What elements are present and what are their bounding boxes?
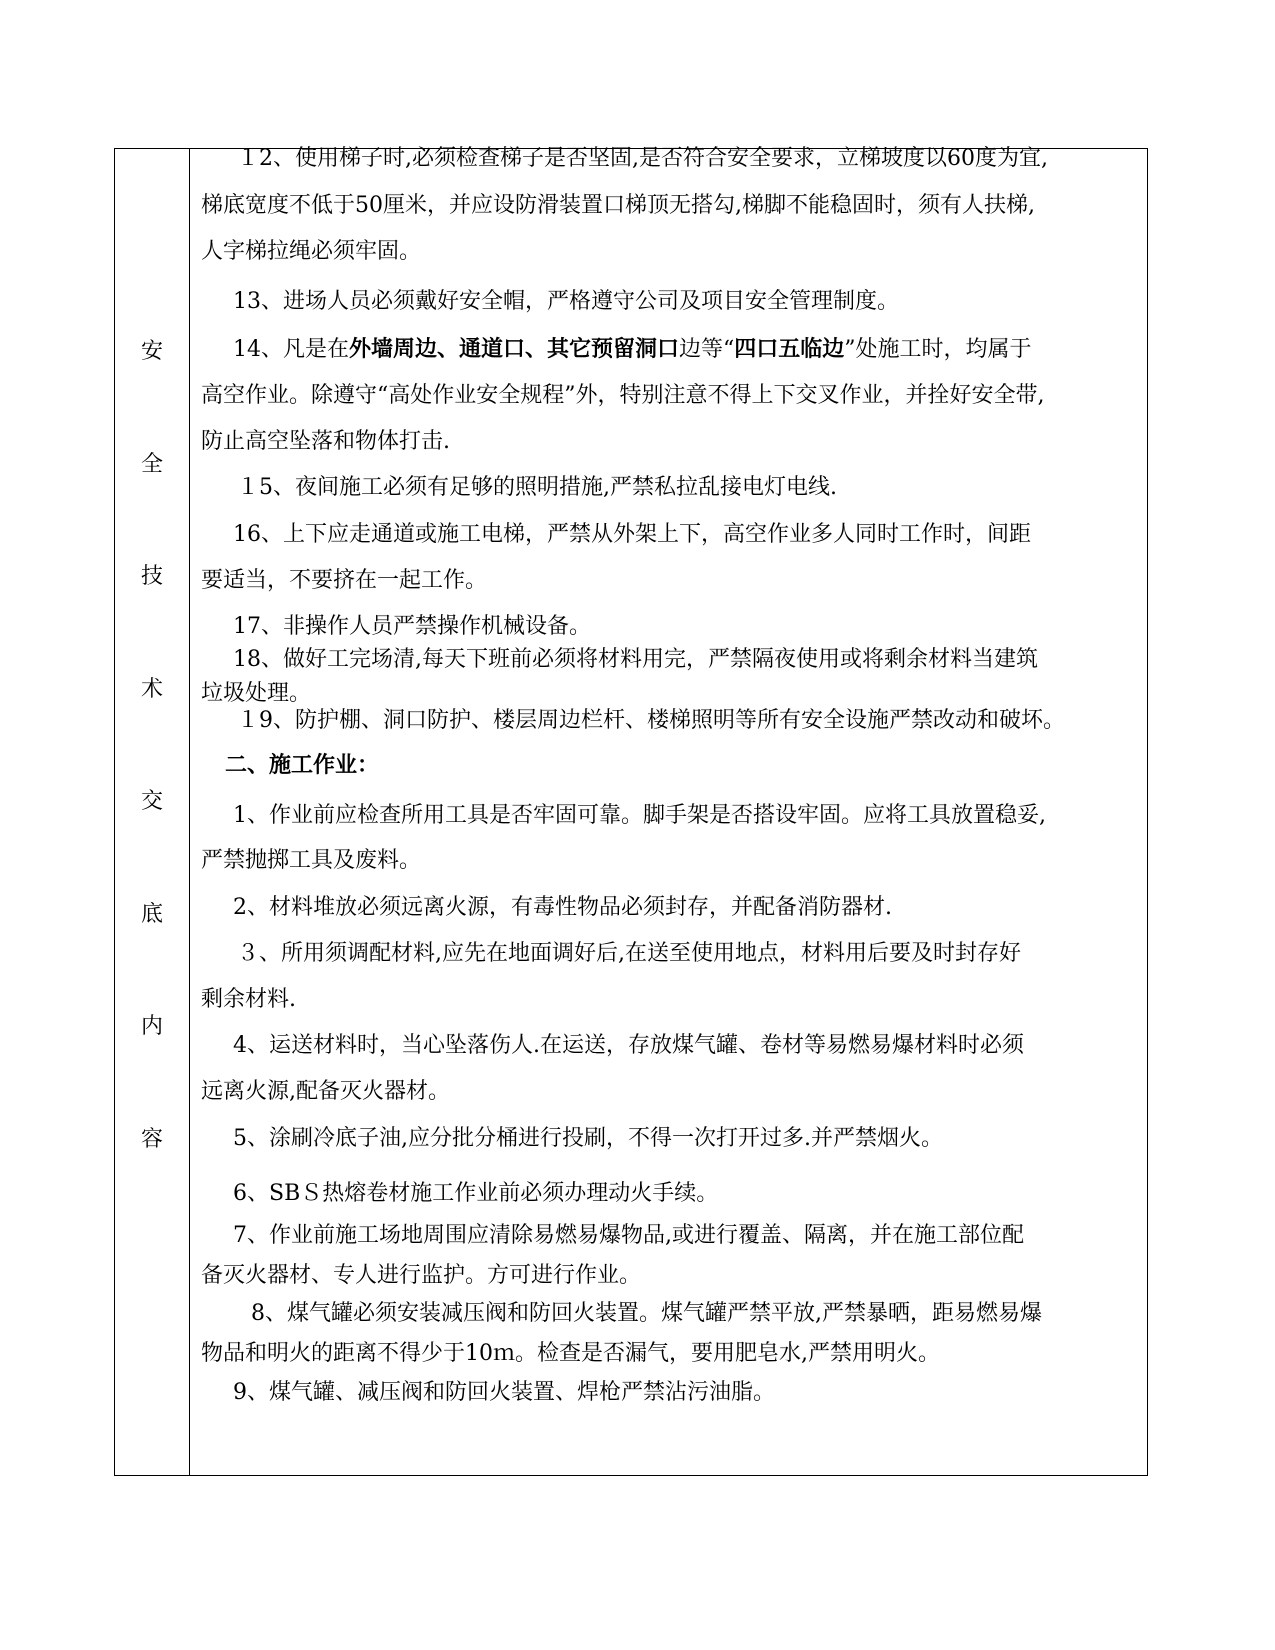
text-line: １2、使用梯子时,必须检查梯子是否坚固,是否符合安全要求，立梯坡度以60度为宜, xyxy=(237,146,1048,171)
text-line: 梯底宽度不低于50厘米，并应设防滑装置口梯顶无搭勾,梯脚不能稳固时，须有人扶梯, xyxy=(201,193,1035,218)
text-line: 远离火源,配备灭火器材。 xyxy=(201,1079,450,1104)
text-line: 16、上下应走通道或施工电梯，严禁从外架上下，高空作业多人同时工作时，间距 xyxy=(233,522,1031,547)
text-line: 6、SBＳ热熔卷材施工作业前必须办理动火手续。 xyxy=(233,1181,719,1206)
text-run: 边等“ xyxy=(679,337,735,362)
text-run: ”处施工时，均属于 xyxy=(844,337,1032,362)
side-label-char: 术 xyxy=(140,677,163,702)
text-line: 1、作业前应检查所用工具是否牢固可靠。脚手架是否搭设牢固。应将工具放置稳妥, xyxy=(233,803,1046,828)
text-line: 剩余材料. xyxy=(201,987,296,1012)
column-divider xyxy=(189,149,190,1475)
text-line: 18、做好工完场清,每天下班前必须将材料用完，严禁隔夜使用或将剩余材料当建筑 xyxy=(233,647,1038,672)
text-line: 高空作业。除遵守“高处作业安全规程”外，特别注意不得上下交叉作业，并拴好安全带, xyxy=(201,383,1045,408)
section-heading: 二、施工作业： xyxy=(225,752,380,778)
text-line: 17、非操作人员严禁操作机械设备。 xyxy=(233,614,591,639)
side-label-char: 交 xyxy=(140,789,163,814)
text-line: 13、进场人员必须戴好安全帽，严格遵守公司及项目安全管理制度。 xyxy=(233,289,899,314)
text-line: 物品和明火的距离不得少于10ｍ。检查是否漏气，要用肥皂水,严禁用明火。 xyxy=(201,1341,940,1366)
side-label-char: 安 xyxy=(140,339,163,364)
side-label-column xyxy=(115,149,189,1475)
text-run: 14、凡是在 xyxy=(233,337,349,362)
text-line: 防止高空坠落和物体打击. xyxy=(201,429,450,454)
text-line: 9、煤气罐、减压阀和防回火装置、焊枪严禁沾污油脂。 xyxy=(233,1380,775,1405)
text-line: 人字梯拉绳必须牢固。 xyxy=(201,239,422,264)
text-line: 2、材料堆放必须远离火源，有毒性物品必须封存，并配备消防器材. xyxy=(233,895,892,920)
side-label-char: 容 xyxy=(140,1127,163,1152)
emphasis-run: 外墙周边、通道口、其它预留洞口 xyxy=(349,336,680,362)
text-line: １5、夜间施工必须有足够的照明措施,严禁私拉乱接电灯电线. xyxy=(237,475,837,500)
content-column xyxy=(201,146,1149,1475)
text-line: 5、涂刷冷底子油,应分批分桶进行投刷，不得一次打开过多.并严禁烟火。 xyxy=(233,1126,943,1151)
text-line: 4、运送材料时，当心坠落伤人.在运送，存放煤气罐、卷材等易燃易爆材料时必须 xyxy=(233,1033,1024,1058)
text-line-with-emphasis xyxy=(233,334,1032,365)
text-line: １9、防护棚、洞口防护、楼层周边栏杆、楼梯照明等所有安全设施严禁改动和破坏。 xyxy=(237,708,1065,733)
safety-briefing-table xyxy=(114,148,1148,1476)
text-line: 备灭火器材、专人进行监护。方可进行作业。 xyxy=(201,1263,642,1288)
text-line: 要适当，不要挤在一起工作。 xyxy=(201,568,488,593)
text-line: 垃圾处理。 xyxy=(201,681,312,706)
text-line: ３、所用须调配材料,应先在地面调好后,在送至使用地点，材料用后要及时封存好 xyxy=(237,941,1021,966)
side-label-char: 技 xyxy=(140,564,163,589)
text-line: 严禁抛掷工具及废料。 xyxy=(201,848,422,873)
emphasis-run: 四口五临边 xyxy=(734,336,845,362)
side-label-char: 底 xyxy=(140,902,163,927)
text-line: 8、煤气罐必须安装减压阀和防回火装置。煤气罐严禁平放,严禁暴晒，距易燃易爆 xyxy=(251,1301,1042,1326)
side-label-char: 全 xyxy=(140,452,163,477)
text-line: 7、作业前施工场地周围应清除易燃易爆物品,或进行覆盖、隔离，并在施工部位配 xyxy=(233,1223,1024,1248)
side-label-char: 内 xyxy=(140,1014,163,1039)
